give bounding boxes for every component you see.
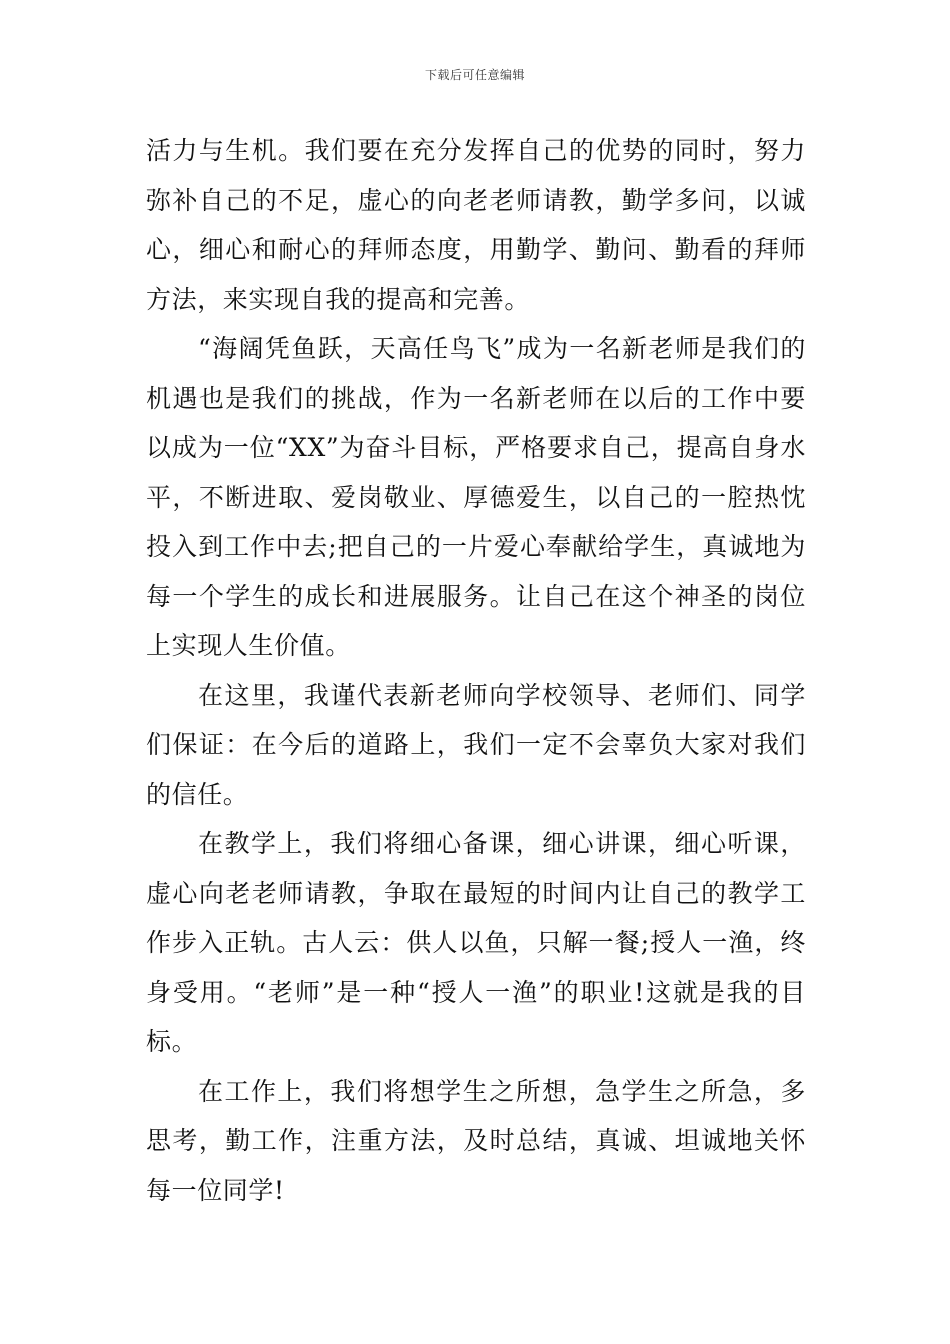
paragraph: “海阔凭鱼跃，天高任鸟飞”成为一名新老师是我们的机遇也是我们的挑战，作为一名新老师在以后的工作中要以成为一位“XX”为奋斗目标，严格要求自己，提高自身水平，不断进取、爱岗敬业、厚德爱生，以自己的一腔热忱投入到工作中去;把自己的一片爱心奉献给学生，真诚地为每一个学生的成长和进展服务。让自己在这个神圣的岗位上实现人生价值。 <box>146 334 806 660</box>
document-body <box>146 126 806 1215</box>
page-header-note: 下载后可任意编辑 <box>424 68 525 82</box>
paragraph: 在这里，我谨代表新老师向学校领导、老师们、同学们保证：在今后的道路上，我们一定不会辜负大家对我们的信任。 <box>146 680 806 809</box>
paragraph: 在工作上，我们将想学生之所想，急学生之所急，多思考，勤工作，注重方法，及时总结，真诚、坦诚地关怀每一位同学! <box>146 1076 806 1205</box>
paragraph: 在教学上，我们将细心备课，细心讲课，细心听课，虚心向老老师请教，争取在最短的时间内让自己的教学工作步入正轨。古人云：供人以鱼，只解一餐;授人一渔，终身受用。“老师”是一种“授人一渔”的职业!这就是我的目标。 <box>146 829 806 1056</box>
paragraph: 活力与生机。我们要在充分发挥自己的优势的同时，努力弥补自己的不足，虚心的向老老师请教，勤学多问，以诚心，细心和耐心的拜师态度，用勤学、勤问、勤看的拜师方法，来实现自我的提高和完善。 <box>146 136 806 314</box>
